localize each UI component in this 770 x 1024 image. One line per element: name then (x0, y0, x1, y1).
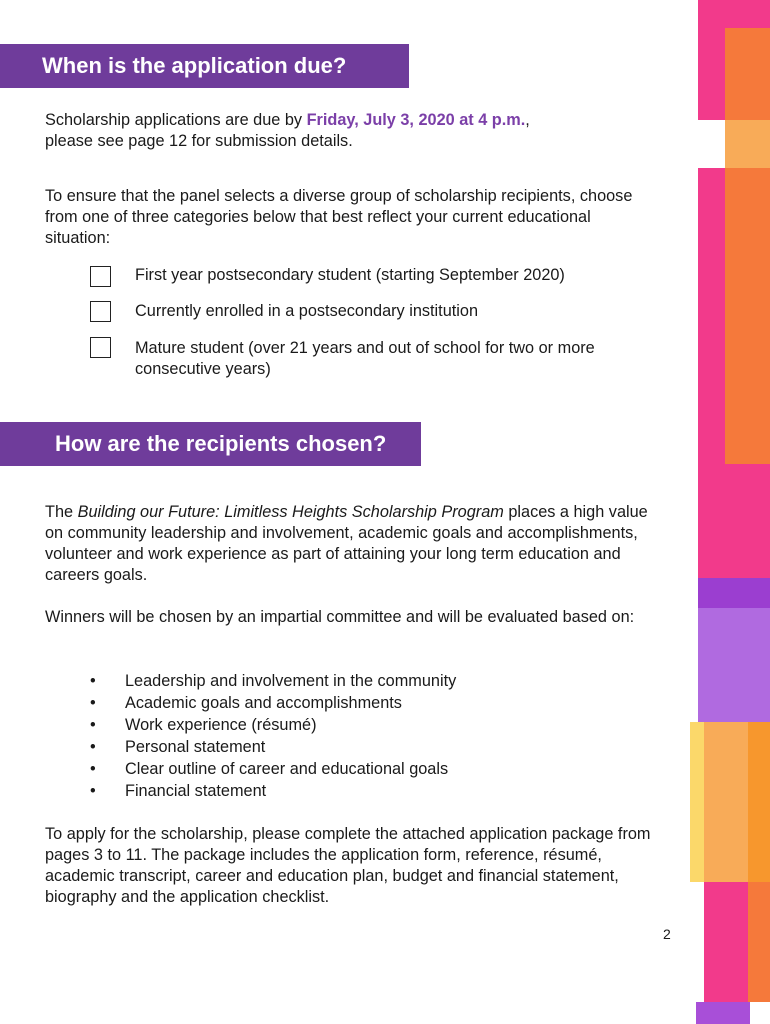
page-number: 2 (663, 926, 671, 942)
list-item: • Personal statement (45, 736, 456, 758)
decor-bar (725, 28, 770, 120)
decor-bar (725, 120, 770, 168)
due-date-paragraph: Scholarship applications are due by Friday, July 3, 2020 at 4 p.m., please see page 12 for submission details. (45, 111, 530, 150)
list-item: • Leadership and involvement in the community (45, 670, 456, 692)
section-heading-text: How are the recipients chosen? (55, 431, 387, 456)
section-heading-due (0, 44, 409, 88)
checkbox-first-year[interactable] (90, 266, 111, 287)
criteria-list (45, 670, 456, 802)
decor-bar (690, 722, 704, 882)
decor-bar (698, 608, 770, 722)
decor-bar (725, 168, 770, 464)
section-heading-chosen (0, 422, 421, 466)
option-label: Mature student (over 21 years and out of school for two or more consecutive years) (135, 339, 595, 378)
section-heading-text: When is the application due? (42, 53, 347, 78)
list-item: • Work experience (résumé) (45, 714, 456, 736)
decor-bar (748, 882, 770, 1002)
checkbox-currently-enrolled[interactable] (90, 301, 111, 322)
decor-bar (696, 1002, 750, 1024)
program-paragraph: The Building our Future: Limitless Heights Scholarship Program places a high value on community leadership and involvement, academic goals and accomplishments, volunteer and work experience as part of attaining your long term education and careers goals. (45, 503, 648, 584)
list-item: • Academic goals and accomplishments (45, 692, 456, 714)
due-date: Friday, July 3, 2020 at 4 p.m. (306, 111, 526, 129)
apply-paragraph: To apply for the scholarship, please complete the attached application package from pages 3 to 11. The package includes the application form, reference, résumé, academic transcript, career and education plan, budget and financial statement, biography and the application checklist. (45, 825, 651, 906)
decor-bar (698, 578, 770, 608)
decor-bar (748, 722, 770, 882)
checkbox-mature-student[interactable] (90, 337, 111, 358)
categories-intro: To ensure that the panel selects a diverse group of scholarship recipients, choose from one of three categories below that best reflect your current educational situation: (45, 187, 633, 247)
option-label: Currently enrolled in a postsecondary institution (135, 302, 478, 320)
program-name: Building our Future: Limitless Heights Scholarship Program (77, 503, 504, 521)
winners-paragraph: Winners will be chosen by an impartial committee and will be evaluated based on: (45, 608, 635, 626)
list-item: • Clear outline of career and educational goals (45, 758, 456, 780)
option-label: First year postsecondary student (starting September 2020) (135, 266, 565, 284)
list-item: • Financial statement (45, 780, 456, 802)
